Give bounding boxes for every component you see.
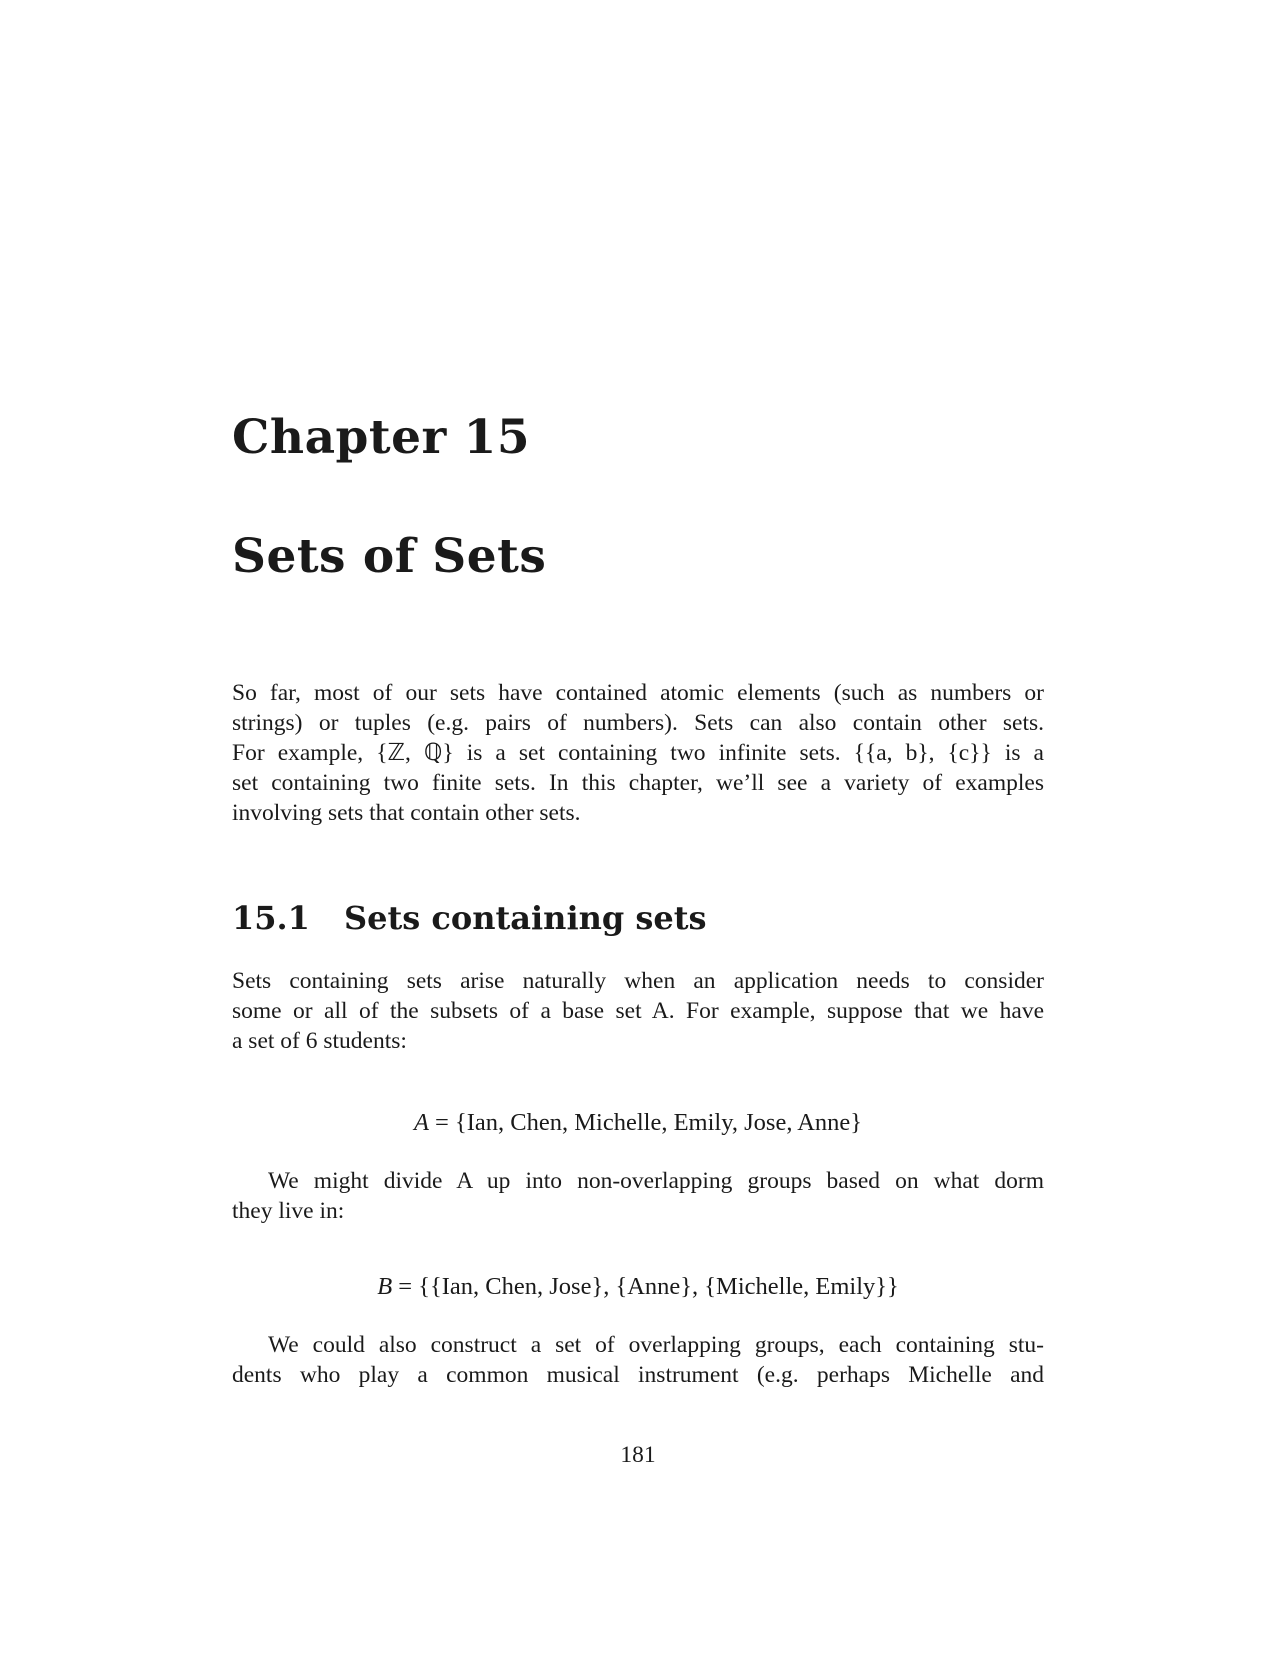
paragraph-line: We could also construct a set of overlapping groups, each containing stu- [268,1332,1044,1358]
equation-lhs: A [413,1109,429,1136]
section-heading [232,899,707,937]
section-number: 15.1 [232,899,310,937]
section-paragraph-2 [232,1166,1044,1226]
chapter-label: Chapter 15 [232,410,531,465]
equation-lhs: B [377,1273,393,1300]
paragraph-line: some or all of the subsets of a base set A. For example, suppose that we have [232,998,1044,1024]
paragraph-line: a set of 6 students: [232,1028,407,1054]
intro-line: For example, {ℤ, ℚ} is a set containing two infinite sets. {{a, b}, {c}} is a [232,740,1044,766]
intro-paragraph [232,678,1044,828]
equation-rhs: = {Ian, Chen, Michelle, Emily, Jose, Anne} [428,1109,863,1136]
equation-rhs: = {{Ian, Chen, Jose}, {Anne}, {Michelle, Emily}} [392,1273,899,1300]
section-paragraph-1 [232,966,1044,1056]
equation-set-b [232,1272,1044,1302]
section-paragraph-3 [232,1330,1044,1390]
paragraph-line: dents who play a common musical instrument (e.g. perhaps Michelle and [232,1362,1044,1388]
intro-line: involving sets that contain other sets. [232,800,581,826]
intro-line: set containing two finite sets. In this chapter, we’ll see a variety of examples [232,770,1044,796]
intro-line: strings) or tuples (e.g. pairs of numbers). Sets can also contain other sets. [232,710,1044,736]
equation-set-a [232,1108,1044,1138]
paragraph-line: they live in: [232,1198,345,1224]
chapter-title: Sets of Sets [232,529,547,584]
page-number: 181 [620,1442,656,1468]
paragraph-line: Sets containing sets arise naturally when an application needs to consider [232,968,1044,994]
paragraph-line: We might divide A up into non-overlapping groups based on what dorm [268,1168,1044,1194]
section-title: Sets containing sets [344,899,707,937]
intro-line: So far, most of our sets have contained atomic elements (such as numbers or [232,680,1044,706]
